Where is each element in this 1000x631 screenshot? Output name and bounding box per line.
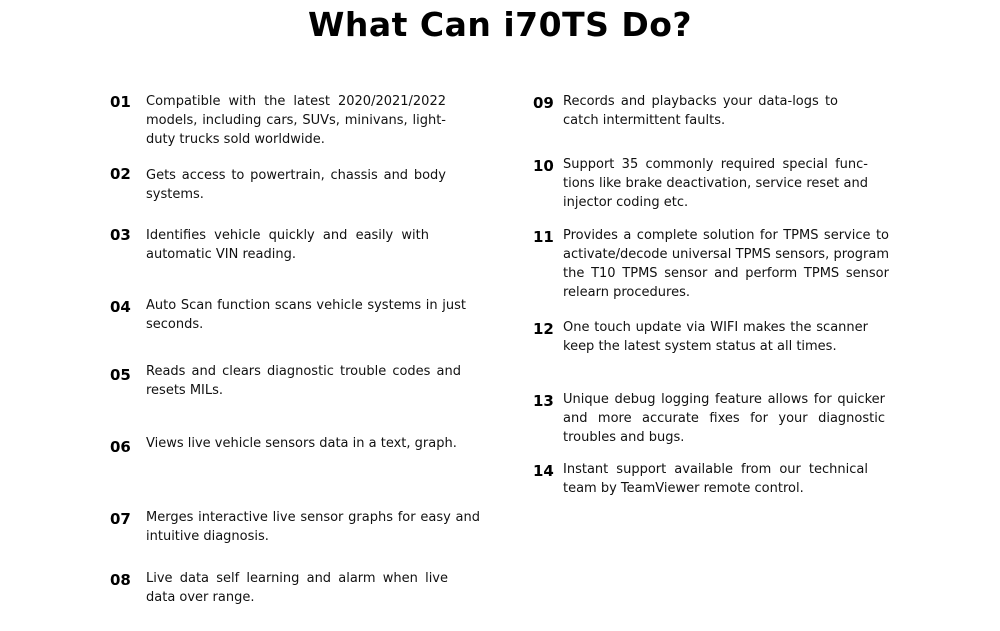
feature-number: 13 [533,392,554,410]
feature-text: Reads and clears diagnostic trouble codes and resets MILs. [146,364,461,398]
feature-text: One touch update via WIFI makes the scanner keep the latest system status at all times. [563,320,868,354]
feature-text: Views live vehicle sensors data in a text, graph. [146,436,457,451]
feature-text: Auto Scan function scans vehicle systems in just seconds. [146,298,466,332]
feature-text: Records and playbacks your data-logs to catch intermittent faults. [563,94,838,128]
feature-number: 07 [110,510,131,528]
feature-number: 05 [110,366,131,384]
page-title: What Can i70TS Do? [307,5,693,44]
feature-text: Gets access to powertrain, chassis and body systems. [146,168,446,202]
feature-text: Instant support available from our technical team by TeamViewer remote control. [563,462,868,496]
feature-number: 01 [110,93,131,111]
feature-number: 14 [533,462,554,480]
feature-text: Merges interactive live sensor graphs for easy and intuitive diagnosis. [146,510,480,544]
feature-number: 03 [110,226,131,244]
feature-number: 12 [533,320,554,338]
feature-text: Identifies vehicle quickly and easily with automatic VIN reading. [146,228,429,262]
feature-number: 06 [110,438,131,456]
feature-text: Provides a complete solution for TPMS service to activate/decode universal TPMS sensors, program the T10 TPMS sensor and perform TPMS sensor relearn procedures. [563,228,889,300]
feature-number: 09 [533,94,554,112]
feature-number: 02 [110,165,131,183]
feature-text: Compatible with the latest 2020/2021/2022 models, including cars, SUVs, minivans, light-duty trucks sold worldwide. [146,94,446,147]
feature-number: 10 [533,157,554,175]
feature-number: 08 [110,571,131,589]
feature-text: Unique debug logging feature allows for quicker and more accurate fixes for your diagnostic troubles and bugs. [563,392,885,445]
feature-number: 11 [533,228,554,246]
feature-text: Live data self learning and alarm when live data over range. [146,571,448,605]
feature-text: Support 35 commonly required special func-tions like brake deactivation, service reset and injector coding etc. [563,157,868,210]
feature-number: 04 [110,298,131,316]
